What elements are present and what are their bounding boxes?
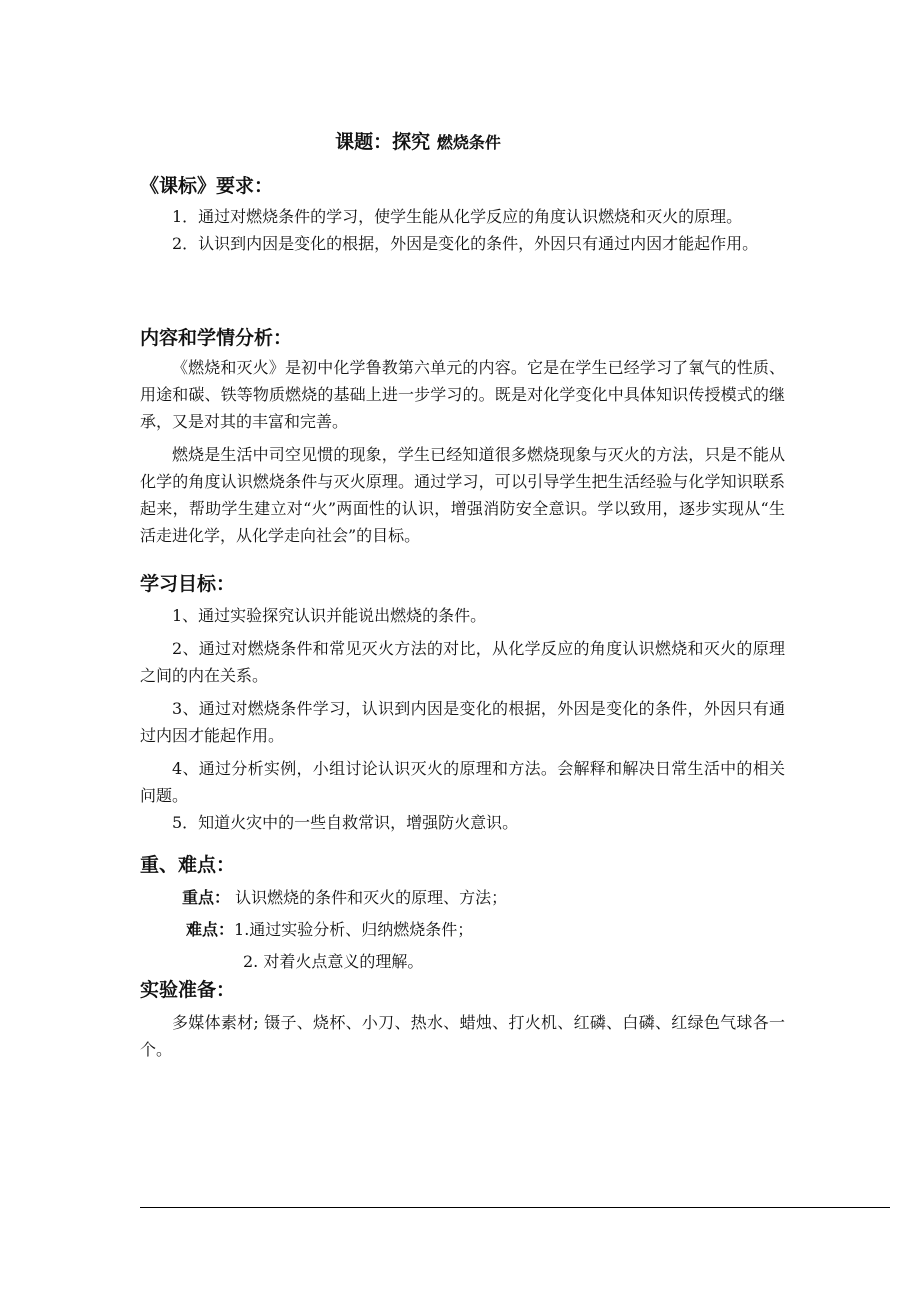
keypoint-difficult-1: 1.通过实验分析、归纳燃烧条件； [234,920,474,939]
footer-divider [140,1207,890,1208]
standards-item-1: 1．通过对燃烧条件的学习，使学生能从化学反应的角度认识燃烧和灭火的原理。 [172,207,743,226]
objective-item-5: 5．知道火灾中的一些自救常识，增强防火意识。 [172,813,519,832]
analysis-section [140,324,785,549]
preparation-section [140,976,785,1063]
standards-heading: 《课标》要求： [140,175,274,197]
keypoint-key-text: 认识燃烧的条件和灭火的原理、方法； [235,888,508,907]
objectives-heading: 学习目标： [140,573,236,595]
analysis-paragraph-2: 燃烧是生活中司空见惯的现象，学生已经知道很多燃烧现象与灭火的方法，只是不能从化学的角度认识燃烧条件与灭火原理。通过学习，可以引导学生把生活经验与化学知识联系起来，帮助学生建立对“火”两面性的认识，增强消防安全意识。学以致用，逐步实现从“生活走进化学，从化学走向社会”的目标。 [140,445,785,545]
standards-item-2: 2．认识到内因是变化的根据，外因是变化的条件，外因只有通过内因才能起作用。 [172,234,759,253]
standards-section [140,172,785,257]
title-sub: 燃烧条件 [436,133,501,152]
objective-item-3: 3、通过对燃烧条件学习，认识到内因是变化的根据，外因是变化的条件，外因只有通过内因才能起作用。 [140,699,785,745]
keypoint-difficult-row-2 [140,948,785,975]
objective-item-4: 4、通过分析实例，小组讨论认识灭火的原理和方法。会解释和解决日常生活中的相关问题。 [140,759,785,805]
page-title [0,128,836,157]
analysis-paragraph-1: 《燃烧和灭火》是初中化学鲁教第六单元的内容。它是在学生已经学习了氧气的性质、用途和碳、铁等物质燃烧的基础上进一步学习的。既是对化学变化中具体知识传授模式的继承，又是对其的丰富和完善。 [140,358,785,431]
keypoint-difficult-label: 难点： [186,920,235,939]
title-main: 课题：探究 [335,131,431,153]
keypoint-difficult-row [140,916,785,943]
keypoints-section [140,851,785,975]
keypoints-heading: 重、难点： [140,854,236,876]
keypoint-difficult-2: 2. 对着火点意义的理解。 [243,952,424,971]
objectives-section [140,570,785,836]
keypoint-key-row [140,884,785,911]
objective-item-1: 1、通过实验探究认识并能说出燃烧的条件。 [172,606,487,625]
objective-item-2: 2、通过对燃烧条件和常见灭火方法的对比，从化学反应的角度认识燃烧和灭火的原理之间的内在关系。 [140,639,785,685]
preparation-heading: 实验准备： [140,979,236,1001]
analysis-heading: 内容和学情分析： [140,327,293,349]
keypoint-key-label: 重点： [182,888,231,907]
preparation-text: 多媒体素材; 镊子、烧杯、小刀、热水、蜡烛、打火机、红磷、白磷、红绿色气球各一个。 [140,1013,785,1059]
